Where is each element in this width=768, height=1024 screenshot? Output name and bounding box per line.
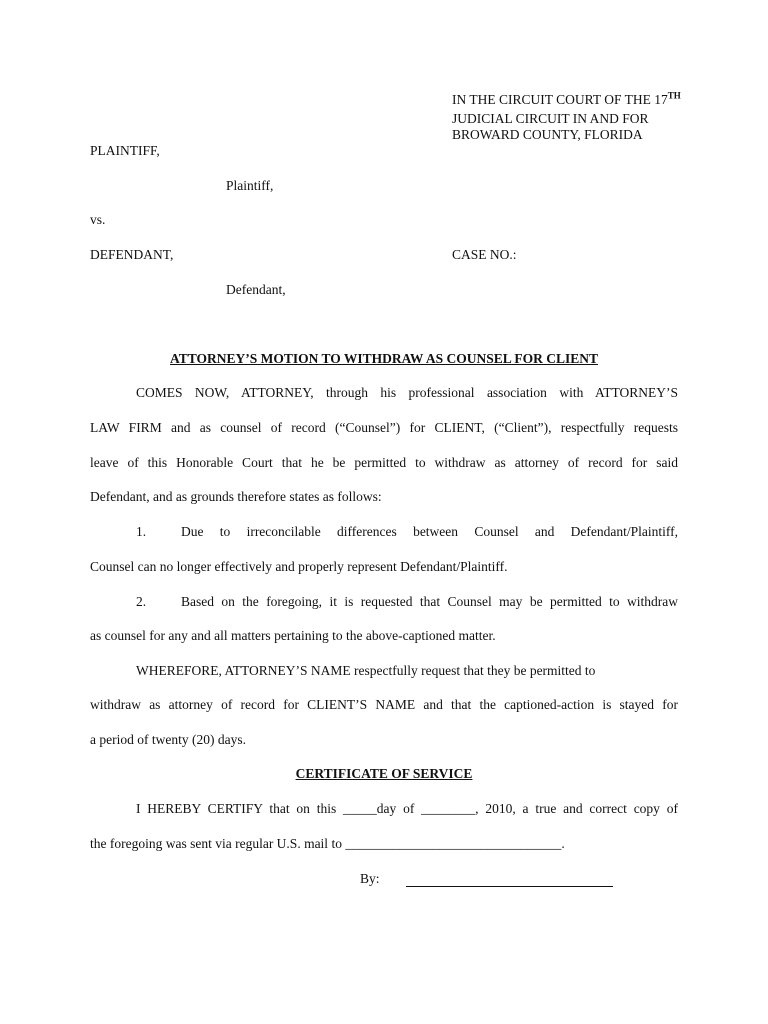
plaintiff-name: PLAINTIFF, [90, 143, 160, 158]
certificate-line-2: the foregoing was sent via regular U.S. mail to ________________________________. [90, 836, 565, 851]
certificate-line-1: I HEREBY CERTIFY that on this _____day of ________, 2010, a true and correct copy of [136, 801, 678, 816]
by-label: By: [360, 871, 380, 886]
certificate-title: CERTIFICATE OF SERVICE [295, 766, 473, 781]
wherefore-line-3: a period of twenty (20) days. [90, 732, 246, 747]
item-2-number: 2. [136, 594, 147, 609]
item-1-number: 1. [136, 524, 147, 539]
wherefore-line-1: WHEREFORE, ATTORNEY’S NAME respectfully request that they be permitted to [136, 663, 596, 678]
case-number-label: CASE NO.: [452, 247, 517, 262]
court-name-line-1: IN THE CIRCUIT COURT OF THE 17TH [452, 90, 681, 107]
plaintiff-role: Plaintiff, [226, 178, 274, 193]
intro-line-2: LAW FIRM and as counsel of record (“Counsel”) for CLIENT, (“Client”), respectfully requests [90, 420, 678, 435]
wherefore-line-2: withdraw as attorney of record for CLIENT’S NAME and that the captioned-action is stayed for [90, 697, 678, 712]
item-1-line-1: Due to irreconcilable differences between Counsel and Defendant/Plaintiff, [181, 524, 678, 539]
item-2-line-2: as counsel for any and all matters pertaining to the above-captioned matter. [90, 628, 496, 643]
defendant-role: Defendant, [226, 282, 286, 297]
item-1-line-2: Counsel can no longer effectively and properly represent Defendant/Plaintiff. [90, 559, 508, 574]
signature-line [406, 870, 613, 887]
intro-line-1: COMES NOW, ATTORNEY, through his professional association with ATTORNEY’S [136, 385, 678, 400]
intro-line-3: leave of this Honorable Court that he be permitted to withdraw as attorney of record for said [90, 455, 678, 470]
intro-line-4: Defendant, and as grounds therefore states as follows: [90, 489, 382, 504]
ordinal-suffix: TH [667, 90, 681, 101]
defendant-name: DEFENDANT, [90, 247, 174, 262]
versus-label: vs. [90, 212, 106, 227]
court-name-line-3: BROWARD COUNTY, FLORIDA [452, 127, 643, 142]
item-2-line-1: Based on the foregoing, it is requested that Counsel may be permitted to withdraw [181, 594, 678, 609]
court-name-line-2: JUDICIAL CIRCUIT IN AND FOR [452, 111, 649, 126]
motion-title: ATTORNEY’S MOTION TO WITHDRAW AS COUNSEL FOR CLIENT [170, 351, 598, 366]
